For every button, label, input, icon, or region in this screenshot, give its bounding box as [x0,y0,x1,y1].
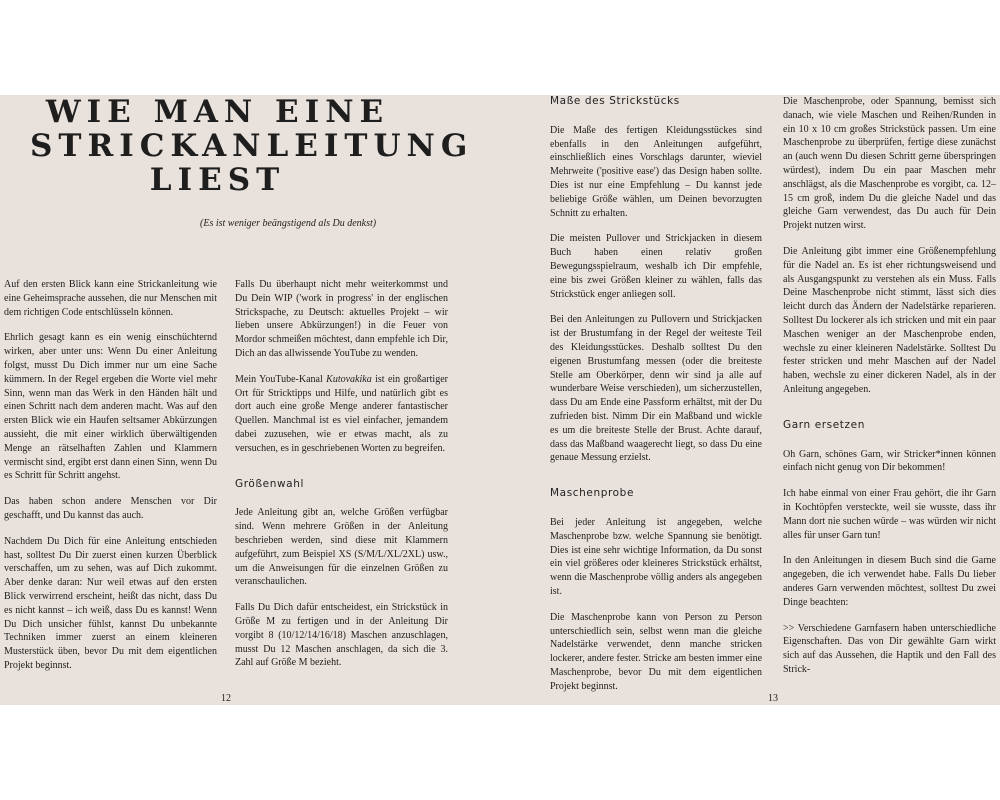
paragraph [235,373,448,456]
book-gutter [495,95,505,705]
page-title [30,94,474,198]
paragraph: Ich habe einmal von einer Frau gehört, die ihr Garn in Kochtöpfen versteckte, weil sie wusste, dass ihr Mann dort nie suchen würde – was würden wir nicht alles für unser Garn tun! [783,488,996,541]
text-span: ist ein großartiger Ort für Stricktipps und Hilfe, und natürlich gibt es dort auch eine große Menge anderer fantastischer Quellen. Manchmal ist es viel einfacher, jemandem dabei zuzusehen, wie er etwas macht, als zu versuchen, es in geschriebenen Worten zu begreifen. [235,373,448,454]
paragraph: Die Maschenprobe kann von Person zu Person unterschiedlich sein, selbst wenn man die gleiche Nadelstärke verwendet, denn manche stricken lockerer, andere fester. Stricke am besten immer eine Maschenprobe, bevor Du mit dem eigentlichen Projekt beginnst. [550,611,763,692]
section-heading-groessenwahl: Größenwahl [235,477,304,490]
section-heading-masse: Maße des Strickstücks [550,95,680,107]
paragraph: Die Maße des fertigen Kleidungsstückes sind ebenfalls in den Anleitungen aufgeführt, einschließlich eines Vorschlags darunter, wieviel Mehrweite ('positive ease') das Design haben sollte. Dies ist nur eine Empfehlung – Du kannst jede beliebige Größe wählen, um Deinen bevorzugten Schnitt zu erhalten. [550,124,762,219]
paragraph: Die Anleitung gibt immer eine Größenempfehlung für die Nadel an. Es ist eher richtungsweisend und als Ausgangspunkt zu verstehen als ein Muss. Falls Deine Maschenprobe nicht stimmt, lässt sich dies leicht durch das Ändern der Nadelstärke reparieren. Solltest Du lockerer als ich stricken und mit ein paar Maschen weniger an der Maschenprobe enden, wechsle zu einer kleineren Nadelstärke. Solltest Du fester stricken und mehr Maschen auf der Nadel haben, wechsle zu einer dickeren Nadel, als in der Anleitung angegeben. [783,245,996,395]
title-line-3: LIEST [149,162,286,198]
paragraph: Die meisten Pullover und Strickjacken in diesem Buch haben einen relativ großen Bewegungsspielraum, weshalb ich Dir empfehle, eine bis zwei Größen kleiner zu wählen, falls das Strickstück enger anliegen soll. [550,233,762,300]
text-column-2 [235,278,448,682]
book-spread [0,95,1000,705]
text-span: Mein YouTube-Kanal [235,373,327,385]
channel-name: Kutovakika [326,373,372,385]
paragraph: Die Maschenprobe, oder Spannung, bemisst sich danach, wie viele Maschen und Reihen/Runden in ein 10 x 10 cm großes Strickstück passen. Um eine Maschenprobe zu überprüfen, fertige diese zunächst an (auch wenn Du diesen Schritt gerne überspringen würdest), indem Du ein paar Maschen mehr anschlägst, als die Maschenprobe es vorgibt, ca. 12–15 cm groß, indem Du die gleiche Nadel und das gleiche Garn verwendest, das Du auch für Dein Projekt nutzen wirst. [783,96,996,232]
paragraph: Bei jeder Anleitung ist angegeben, welche Maschenprobe bzw. welche Spannung sie benötigt. Dies ist eine sehr wichtige Information, da Du sonst ein viel größeres oder kleineres Strickstück erhältst, wenn die Maschenprobe völlig anders als angegeben ist. [550,516,762,597]
left-page [0,95,495,705]
page-number-left: 12 [221,693,231,704]
text-column-4 [783,95,996,689]
paragraph: Falls Du Dich dafür entscheidest, ein Strickstück in Größe M zu fertigen und in der Anleitung Dir vorgibt 8 (10/12/14/16/18) Maschen anzuschlagen, musst Du 12 Maschen anschlagen, da sich die 3. Zahl auf Größe M bezieht. [235,602,448,669]
page-subtitle: (Es ist weniger beängstigend als Du denkst) [200,218,377,229]
paragraph: Oh Garn, schönes Garn, wir Stricker*innen können einfach nicht genug von Dir bekommen! [783,448,996,474]
paragraph: Ehrlich gesagt kann es ein wenig einschüchternd wirken, aber unter uns: Wenn Du einer Anleitung folgst, musst Du Dich immer nur um eine Sache kümmern. In der Regel ergeben die Worte viel mehr Sinn, wenn man das Werk in den Händen hält und einen Schritt nach dem anderen macht. Was auf den ersten Blick wie ein Haufen seltsamer Abkürzungen aussieht, die mit einer wirklich überwältigenden Menge an rätselhaften Zahlen und Klammern vermischt sind, ergibt erst dann einen Sinn, wenn Du es Schritt für Schritt angehst. [4,332,217,482]
section-heading-maschenprobe: Maschenprobe [550,487,635,500]
page-number-right: 13 [768,693,778,704]
section-heading-garn: Garn ersetzen [783,418,865,431]
paragraph: Jede Anleitung gibt an, welche Größen verfügbar sind. Wenn mehrere Größen in der Anleitung beschrieben werden, sind diese mit Klammern aufgeführt, zum Beispiel XS (S/M/L/XL/2XL) usw., um die Anweisungen für die einzelnen Größen zu veranschaulichen. [235,507,448,588]
paragraph: Auf den ersten Blick kann eine Strickanleitung wie eine Geheimsprache aussehen, die nur Menschen mit dem richtigen Code entschlüsseln können. [4,279,217,318]
paragraph: Falls Du überhaupt nicht mehr weiterkommst und Du Dein WIP ('work in progress' in der englischen Strickspache, zu Deutsch: aktuelles Projekt – wir lieben unsere Abkürzungen!) in die Feuer von Mordor schmeißen möchtest, dann empfehle ich Dir, Dich an das allwissende YouTube zu wenden. [235,279,448,359]
paragraph: >> Verschiedene Garnfasern haben unterschiedliche Eigenschaften. Das von Dir gewählte Garn wirkt sich auf das Aussehen, die Haptik und den Fall des Strick- [783,622,996,675]
title-line-2: STRICKANLEITUNG [30,128,474,164]
paragraph: Nachdem Du Dich für eine Anleitung entschieden hast, solltest Du Dir zuerst einen kurzen Überblick verschaffen, um zu sehen, was auf Dich zukommt. Aber denke daran: Nur weil etwas auf den ersten Blick verwirrend erscheint, heißt das nicht, dass Du es nicht kannst – ich weiß, dass Du es kannst! Wenn Du Dich unsicher fühlst, kannst Du unbekannte Techniken immer zuerst an einem kleineren Musterstück üben, bevor Du mit dem eigentlichen Projekt beginnst. [4,535,217,671]
title-line-1: WIE MAN EINE [45,94,390,130]
paragraph: In den Anleitungen in diesem Buch sind die Garne angegeben, die ich verwendet habe. Falls Du lieber anderes Garn verwenden möchtest, solltest Du zwei Dinge beachten: [783,555,996,608]
text-column-3 [550,95,762,705]
right-page [505,95,1000,705]
text-column-1 [4,278,217,685]
paragraph: Das haben schon andere Menschen vor Dir geschafft, und Du kannst das auch. [4,496,217,521]
paragraph: Bei den Anleitungen zu Pullovern und Strickjacken ist der Brustumfang in der Regel der weiteste Teil des Kleidungsstückes. Deshalb solltest Du den eigenen Brustumfang messen (oder die breiteste Stelle am Oberkörper, denn wir sind ja alle auf wunderbare Weise verschieden), um sicherzustellen, dass Du am Ende eine Passform erhältst, mit der Du zufrieden bist. Nimm Dir ein Maßband und wickle es um die breiteste Stelle der Brust. Achte darauf, dass das Maßband waagerecht liegt, so dass Du eine genaue Messung erzielst. [550,314,762,464]
